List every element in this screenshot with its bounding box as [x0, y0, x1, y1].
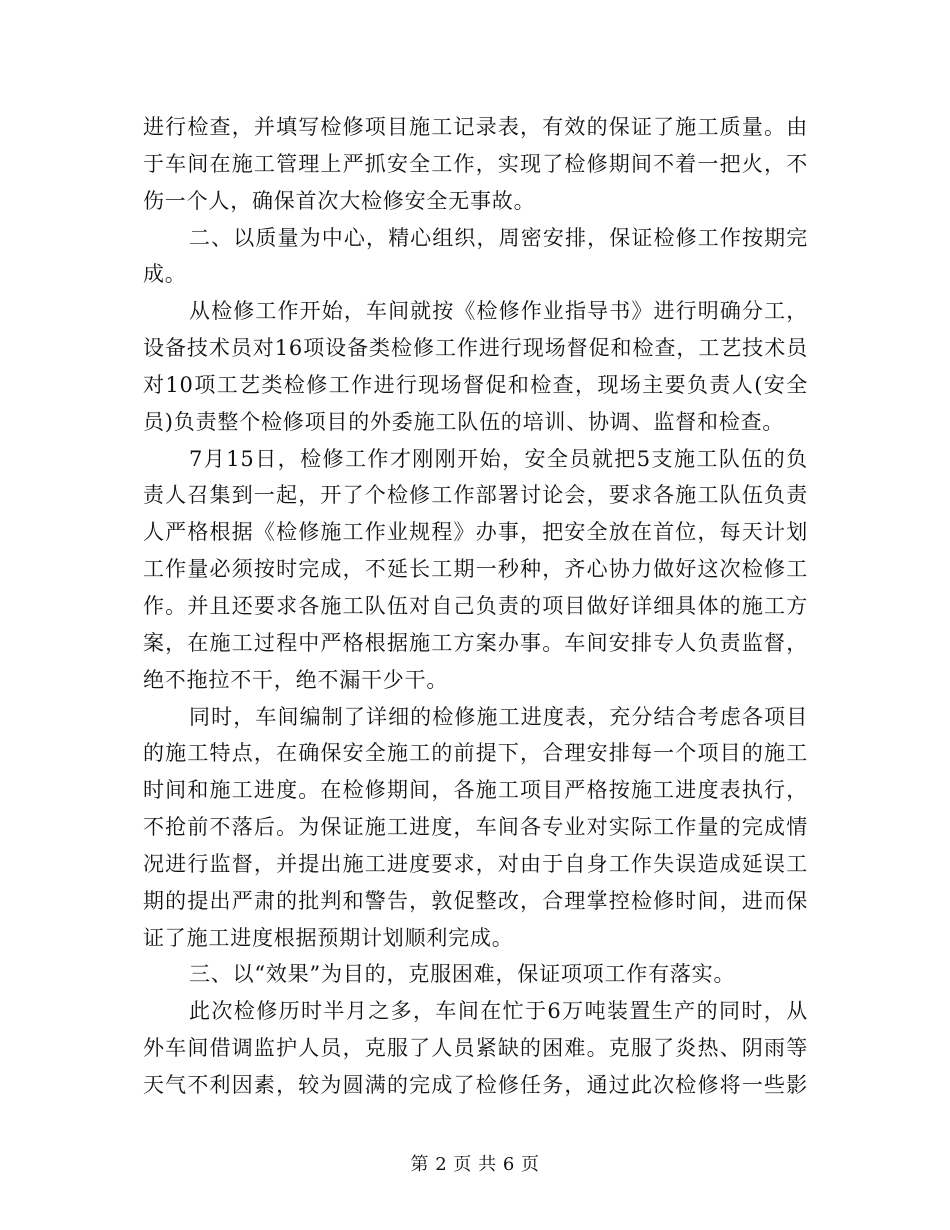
text-line: 员)负责整个检修项目的外委施工队伍的培训、协调、监督和检查。	[143, 409, 785, 434]
text-line: 外车间借调监护人员，克服了人员紧缺的困难。克服了炎热、阴雨等	[143, 1036, 808, 1061]
section-heading-paragraph	[143, 956, 808, 993]
text-line: 7月15日，检修工作才刚刚开始，安全员就把5支施工队伍的负	[189, 446, 808, 471]
text-line: 二、以质量为中心，精心组织，周密安排，保证检修工作按期完	[189, 225, 808, 250]
text-line: 况进行监督，并提出施工进度要求，对由于自身工作失误造成延误工	[143, 851, 808, 876]
text-line: 此次检修历时半月之多，车间在忙于6万吨装置生产的同时，从	[189, 999, 808, 1024]
text-line: 期的提出严肃的批判和警告，敦促整改，合理掌控检修时间，进而保	[143, 888, 808, 913]
text-line: 不抢前不落后。为保证施工进度，车间各专业对实际工作量的完成情	[143, 815, 808, 840]
text-line: 成。	[143, 262, 187, 287]
text-line: 于车间在施工管理上严抓安全工作，实现了检修期间不着一把火，不	[143, 151, 808, 176]
document-body	[143, 109, 808, 1104]
text-line: 责人召集到一起，开了个检修工作部署讨论会，要求各施工队伍负责	[143, 483, 808, 508]
text-line: 证了施工进度根据预期计划顺利完成。	[143, 925, 514, 950]
text-line: 人严格根据《检修施工作业规程》办事，把安全放在首位，每天计划	[143, 520, 808, 545]
text-line: 案，在施工过程中严格根据施工方案办事。车间安排专人负责监督，	[143, 630, 808, 655]
section-heading-paragraph	[143, 220, 808, 294]
paragraph	[143, 109, 808, 220]
paragraph	[143, 993, 808, 1104]
text-line: 工作量必须按时完成，不延长工期一秒种，齐心协力做好这次检修工	[143, 557, 808, 582]
text-line: 时间和施工进度。在检修期间，各施工项目严格按施工进度表执行，	[143, 778, 808, 803]
text-line: 对10项工艺类检修工作进行现场督促和检查，现场主要负责人(安全	[143, 372, 808, 397]
text-line: 绝不拖拉不干，绝不漏干少干。	[143, 667, 449, 692]
paragraph	[143, 441, 808, 699]
text-line: 的施工特点，在确保安全施工的前提下，合理安排每一个项目的施工	[143, 741, 808, 766]
text-line: 进行检查，并填写检修项目施工记录表，有效的保证了施工质量。由	[143, 115, 808, 139]
paragraph	[143, 293, 808, 440]
text-line: 天气不利因素，较为圆满的完成了检修任务，通过此次检修将一些影	[143, 1072, 808, 1097]
text-line: 从检修工作开始，车间就按《检修作业指导书》进行明确分工，	[189, 299, 808, 324]
paragraph	[143, 699, 808, 957]
text-line: 设备技术员对16项设备类检修工作进行现场督促和检查，工艺技术员	[143, 336, 808, 361]
text-line: 同时，车间编制了详细的检修施工进度表，充分结合考虑各项目	[189, 704, 808, 729]
page-number-footer: 第 2 页 共 6 页	[410, 1154, 540, 1175]
text-line: 三、以“效果”为目的，克服困难，保证项项工作有落实。	[189, 962, 736, 987]
text-line: 作。并且还要求各施工队伍对自己负责的项目做好详细具体的施工方	[143, 593, 808, 618]
text-line: 伤一个人，确保首次大检修安全无事故。	[143, 188, 536, 213]
